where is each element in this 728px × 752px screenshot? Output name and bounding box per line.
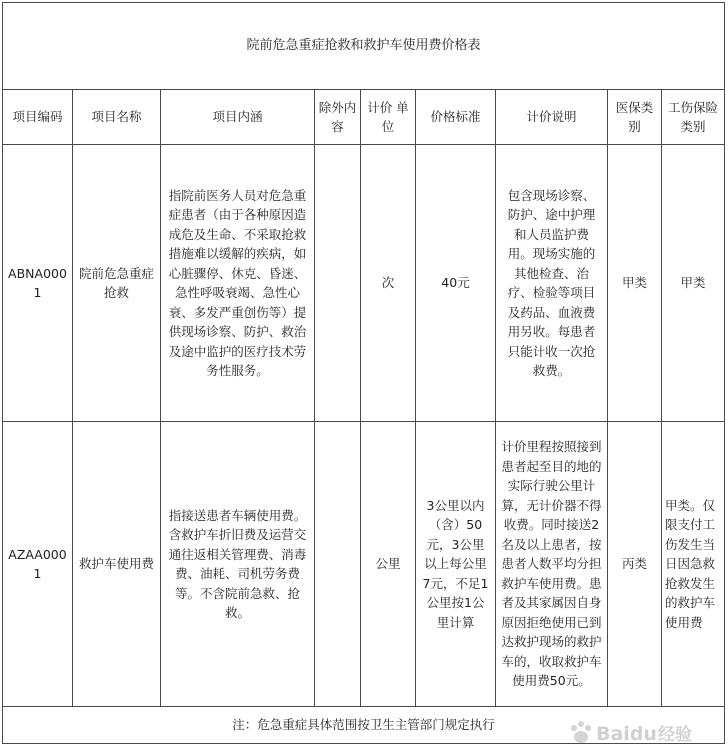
cell-price: 3公里以内（含）50元，3公里以上每公里7元，不足1公里按1公里计算: [416, 422, 496, 707]
cell-name: 院前危急重症抢救: [73, 145, 161, 422]
cell-name: 救护车使用费: [73, 422, 161, 707]
cell-desc: 计价里程按照接到患者起至目的地的实际行驶公里计算，无计价器不得收费。同时接送2名及以上患者，按患者人数平均分担救护车使用费。患者及其家属因自身原因拒绝使用已到达救护现场的救护车的，收取救护车使用费50元。: [496, 422, 608, 707]
table-note: 注：危急重症具体范围按卫生主管部门规定执行: [3, 707, 725, 744]
cell-excluded: [315, 145, 361, 422]
cell-code: ABNA0001: [3, 145, 73, 422]
price-table-sheet: [2, 2, 724, 748]
cell-price: 40元: [416, 145, 496, 422]
cell-injury: 甲类。仅限支付工伤发生当日因急救抢救发生的救护车使用费: [662, 422, 725, 707]
header-excluded: 除外内容: [315, 90, 361, 145]
header-name: 项目名称: [73, 90, 161, 145]
table-row: [3, 145, 725, 422]
cell-injury: 甲类: [662, 145, 725, 422]
header-injury: 工伤保险类别: [662, 90, 725, 145]
table-row: [3, 422, 725, 707]
cell-unit: 公里: [361, 422, 416, 707]
header-row: [3, 90, 725, 145]
cell-code: AZAA0001: [3, 422, 73, 707]
price-table: [2, 2, 725, 744]
header-unit: 计价 单位: [361, 90, 416, 145]
svg-text:Baidu: Baidu: [596, 723, 657, 745]
cell-content: 指接送患者车辆使用费。含救护车折旧费及运营交通往返相关管理费、消毒费、油耗、司机劳务费等。不含院前急救、抢救。: [161, 422, 315, 707]
cell-desc: 包含现场诊察、防护、途中护理和人员监护费用。现场实施的其他检查、治疗、检验等项目及药品、血液费用另收。每患者只能计收一次抢救费。: [496, 145, 608, 422]
header-content: 项目内涵: [161, 90, 315, 145]
header-code: 项目编码: [3, 90, 73, 145]
cell-insurance: 丙类: [608, 422, 662, 707]
header-desc: 计价说明: [496, 90, 608, 145]
cell-insurance: 甲类: [608, 145, 662, 422]
cell-unit: 次: [361, 145, 416, 422]
cell-excluded: [315, 422, 361, 707]
table-title: 院前危急重症抢救和救护车使用费价格表: [3, 3, 725, 90]
svg-text:经验: 经验: [658, 725, 692, 745]
header-insurance: 医保类别: [608, 90, 662, 145]
cell-content: 指院前医务人员对危急重症患者（由于各种原因造成危及生命、不采取抢救措施难以缓解的疾病，如心脏骤停、休克、昏迷、急性呼吸衰竭、急性心衰、多发严重创伤等）提供现场诊察、防护、救治及途中监护的医疗技术劳务性服务。: [161, 145, 315, 422]
header-price: 价格标准: [416, 90, 496, 145]
